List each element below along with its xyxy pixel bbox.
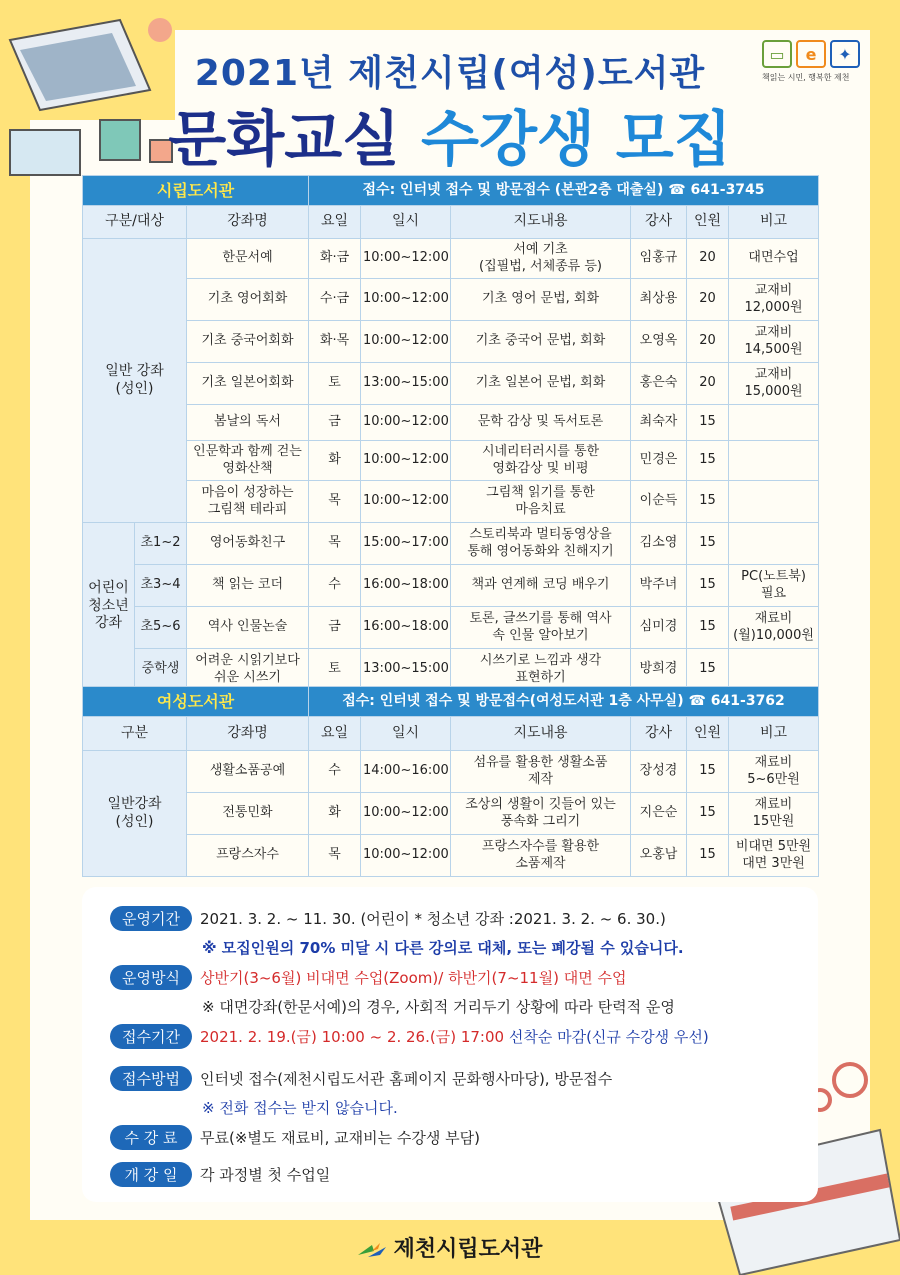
method-note: ※ 대면강좌(한문서예)의 경우, 사회적 거리두기 상황에 따라 탄력적 운영 (202, 998, 675, 1016)
course-note: 교재비 14,500원 (729, 321, 819, 363)
col-header: 비고 (729, 206, 819, 239)
table-row (83, 751, 819, 793)
course-day: 목 (309, 481, 361, 523)
course-content: 기초 영어 문법, 회화 (451, 279, 631, 321)
col-header: 지도내용 (451, 206, 631, 239)
table-row (83, 321, 819, 363)
course-note: 재료비 15만원 (729, 793, 819, 835)
page-title-line1: 2021년 제천시립(여성)도서관 (194, 53, 706, 94)
table-row (83, 481, 819, 523)
course-note: 교재비 12,000원 (729, 279, 819, 321)
course-time: 10:00~12:00 (361, 279, 451, 321)
course-capacity: 15 (687, 835, 729, 877)
e-logo-icon: e (796, 40, 826, 68)
course-teacher: 임홍규 (631, 239, 687, 279)
course-note (729, 481, 819, 523)
course-teacher: 장성경 (631, 751, 687, 793)
start-text: 각 과정별 첫 수업일 (200, 1166, 331, 1184)
course-teacher: 오영옥 (631, 321, 687, 363)
table-row (83, 441, 819, 481)
course-capacity: 15 (687, 793, 729, 835)
apply-period-row (110, 1024, 709, 1049)
course-time: 10:00~12:00 (361, 441, 451, 481)
course-teacher: 김소영 (631, 523, 687, 565)
course-time: 10:00~12:00 (361, 405, 451, 441)
table-row (83, 835, 819, 877)
course-day: 토 (309, 363, 361, 405)
course-capacity: 15 (687, 751, 729, 793)
course-capacity: 20 (687, 321, 729, 363)
course-capacity: 15 (687, 441, 729, 481)
period-text: 2021. 3. 2. ~ 11. 30. (어린이 * 청소년 강좌 :2021. 3. 2. ~ 6. 30.) (200, 910, 666, 928)
course-note (729, 649, 819, 691)
course-name: 프랑스자수 (187, 835, 309, 877)
course-note: 교재비 15,000원 (729, 363, 819, 405)
table-row (83, 239, 819, 279)
table-row (83, 279, 819, 321)
page-title-line2 (0, 92, 900, 178)
title-part-a: 문화교실 (168, 105, 401, 175)
col-header: 지도내용 (451, 717, 631, 751)
apply-method-text: 인터넷 접수(제천시립도서관 홈페이지 문화행사마당), 방문접수 (200, 1070, 613, 1088)
course-capacity: 15 (687, 405, 729, 441)
table-row (83, 793, 819, 835)
apply-method-label: 접수방법 (110, 1066, 192, 1091)
city-library-table (82, 175, 819, 691)
table-row (83, 649, 819, 691)
method-label: 운영방식 (110, 965, 192, 990)
course-content: 시네리터러시를 통한 영화감상 및 비평 (451, 441, 631, 481)
course-teacher: 박주녀 (631, 565, 687, 607)
method-row (110, 965, 675, 1017)
course-content: 토론, 글쓰기를 통해 역사 속 인물 알아보기 (451, 607, 631, 649)
course-note: PC(노트북) 필요 (729, 565, 819, 607)
course-note: 재료비 (월)10,000원 (729, 607, 819, 649)
col-header: 강좌명 (187, 206, 309, 239)
course-grade: 초1~2 (135, 523, 187, 565)
course-day: 목 (309, 835, 361, 877)
col-header: 일시 (361, 717, 451, 751)
apply-method-note: ※ 전화 접수는 받지 않습니다. (202, 1099, 398, 1117)
table-row (83, 565, 819, 607)
col-header: 강사 (631, 206, 687, 239)
course-day: 목 (309, 523, 361, 565)
course-note: 대면수업 (729, 239, 819, 279)
col-header: 인원 (687, 206, 729, 239)
fee-text: 무료(※별도 재료비, 교재비는 수강생 부담) (200, 1129, 480, 1147)
col-header: 구분 (83, 717, 187, 751)
table-row (83, 363, 819, 405)
city-library-info: 접수: 인터넷 접수 및 방문접수 (본관2층 대출실) ☎ 641-3745 (309, 176, 819, 206)
course-time: 16:00~18:00 (361, 607, 451, 649)
course-time: 10:00~12:00 (361, 835, 451, 877)
footer-library-name: 제천시립도서관 (393, 1237, 543, 1262)
course-teacher: 오홍남 (631, 835, 687, 877)
course-name: 어려운 시읽기보다 쉬운 시쓰기 (187, 649, 309, 691)
course-content: 시쓰기로 느낌과 생각 표현하기 (451, 649, 631, 691)
course-capacity: 15 (687, 523, 729, 565)
table-row (83, 523, 819, 565)
course-capacity: 20 (687, 239, 729, 279)
course-day: 수 (309, 751, 361, 793)
category-women-adult: 일반강좌 (성인) (83, 751, 187, 877)
course-content: 조상의 생활이 깃들어 있는 풍속화 그리기 (451, 793, 631, 835)
apply-period-note: 선착순 마감(신규 수강생 우선) (508, 1028, 709, 1046)
table-row (83, 405, 819, 441)
course-time: 14:00~16:00 (361, 751, 451, 793)
course-capacity: 15 (687, 649, 729, 691)
bird-logo-icon: ✦ (830, 40, 860, 68)
course-day: 화 (309, 441, 361, 481)
course-content: 그림책 읽기를 통한 마음치료 (451, 481, 631, 523)
course-time: 16:00~18:00 (361, 565, 451, 607)
course-teacher: 이순득 (631, 481, 687, 523)
course-capacity: 20 (687, 363, 729, 405)
col-header: 요일 (309, 717, 361, 751)
start-row (110, 1162, 330, 1187)
course-content: 기초 일본어 문법, 회화 (451, 363, 631, 405)
period-note: ※ 모집인원의 70% 미달 시 다른 강의로 대체, 또는 폐강될 수 있습니다. (202, 939, 684, 957)
col-header: 구분/대상 (83, 206, 187, 239)
city-logo (762, 40, 872, 83)
course-name: 기초 일본어회화 (187, 363, 309, 405)
fee-label: 수 강 료 (110, 1125, 192, 1150)
course-day: 토 (309, 649, 361, 691)
category-adult: 일반 강좌 (성인) (83, 239, 187, 523)
course-note (729, 441, 819, 481)
start-label: 개 강 일 (110, 1162, 192, 1187)
col-header: 인원 (687, 717, 729, 751)
women-table-header (83, 717, 819, 751)
city-library-band (83, 176, 819, 206)
course-grade: 중학생 (135, 649, 187, 691)
course-teacher: 방희경 (631, 649, 687, 691)
book-logo-icon: ▭ (762, 40, 792, 68)
course-capacity: 15 (687, 481, 729, 523)
course-content: 책과 연계해 코딩 배우기 (451, 565, 631, 607)
course-time: 13:00~15:00 (361, 649, 451, 691)
course-content: 문학 감상 및 독서토론 (451, 405, 631, 441)
course-teacher: 민경은 (631, 441, 687, 481)
city-table-header (83, 206, 819, 239)
fee-row (110, 1125, 480, 1150)
library-logo-icon (358, 1241, 388, 1259)
course-time: 10:00~12:00 (361, 321, 451, 363)
course-name: 생활소품공예 (187, 751, 309, 793)
course-name: 마음이 성장하는 그림책 테라피 (187, 481, 309, 523)
course-capacity: 15 (687, 607, 729, 649)
course-note (729, 523, 819, 565)
col-header: 비고 (729, 717, 819, 751)
course-content: 프랑스자수를 활용한 소품제작 (451, 835, 631, 877)
course-note: 비대면 5만원 대면 3만원 (729, 835, 819, 877)
course-content: 서예 기초 (집필법, 서체종류 등) (451, 239, 631, 279)
course-name: 기초 중국어회화 (187, 321, 309, 363)
course-name: 기초 영어회화 (187, 279, 309, 321)
course-name: 한문서예 (187, 239, 309, 279)
course-day: 수 (309, 565, 361, 607)
course-time: 13:00~15:00 (361, 363, 451, 405)
women-library-band (83, 687, 819, 717)
women-library-info: 접수: 인터넷 접수 및 방문접수(여성도서관 1층 사무실) ☎ 641-3762 (309, 687, 819, 717)
course-teacher: 홍은숙 (631, 363, 687, 405)
course-day: 화·목 (309, 321, 361, 363)
course-note (729, 405, 819, 441)
women-library-table (82, 686, 819, 877)
category-youth: 어린이 청소년 강좌 (83, 523, 135, 691)
period-row (110, 906, 684, 958)
course-time: 10:00~12:00 (361, 481, 451, 523)
course-teacher: 최상용 (631, 279, 687, 321)
apply-method-row (110, 1066, 612, 1118)
col-header: 강사 (631, 717, 687, 751)
city-library-name: 시립도서관 (83, 176, 309, 206)
women-library-name: 여성도서관 (83, 687, 309, 717)
course-time: 10:00~12:00 (361, 793, 451, 835)
course-capacity: 15 (687, 565, 729, 607)
course-time: 10:00~12:00 (361, 239, 451, 279)
course-name: 전통민화 (187, 793, 309, 835)
course-name: 봄날의 독서 (187, 405, 309, 441)
course-teacher: 지은순 (631, 793, 687, 835)
title-part-b: 수강생 모집 (421, 105, 732, 175)
course-teacher: 최숙자 (631, 405, 687, 441)
course-day: 금 (309, 607, 361, 649)
col-header: 일시 (361, 206, 451, 239)
course-content: 섬유를 활용한 생활소품 제작 (451, 751, 631, 793)
course-capacity: 20 (687, 279, 729, 321)
course-content: 기초 중국어 문법, 회화 (451, 321, 631, 363)
col-header: 강좌명 (187, 717, 309, 751)
course-name: 인문학과 함께 걷는 영화산책 (187, 441, 309, 481)
col-header: 요일 (309, 206, 361, 239)
footer (0, 1232, 900, 1263)
course-grade: 초3~4 (135, 565, 187, 607)
apply-period-dates: 2021. 2. 19.(금) 10:00 ~ 2. 26.(금) 17:00 (200, 1028, 505, 1046)
course-day: 금 (309, 405, 361, 441)
course-note: 재료비 5~6만원 (729, 751, 819, 793)
course-day: 화·금 (309, 239, 361, 279)
course-content: 스토리북과 멀티동영상을 통해 영어동화와 친해지기 (451, 523, 631, 565)
course-teacher: 심미경 (631, 607, 687, 649)
course-name: 책 읽는 코더 (187, 565, 309, 607)
course-time: 15:00~17:00 (361, 523, 451, 565)
course-name: 역사 인물논술 (187, 607, 309, 649)
course-day: 화 (309, 793, 361, 835)
period-label: 운영기간 (110, 906, 192, 931)
logo-tagline: 책읽는 시민, 행복한 제천 (762, 73, 850, 82)
table-row (83, 607, 819, 649)
course-name: 영어동화친구 (187, 523, 309, 565)
apply-period-label: 접수기간 (110, 1024, 192, 1049)
course-day: 수·금 (309, 279, 361, 321)
course-grade: 초5~6 (135, 607, 187, 649)
method-text: 상반기(3~6월) 비대면 수업(Zoom)/ 하반기(7~11월) 대면 수업 (200, 969, 627, 987)
